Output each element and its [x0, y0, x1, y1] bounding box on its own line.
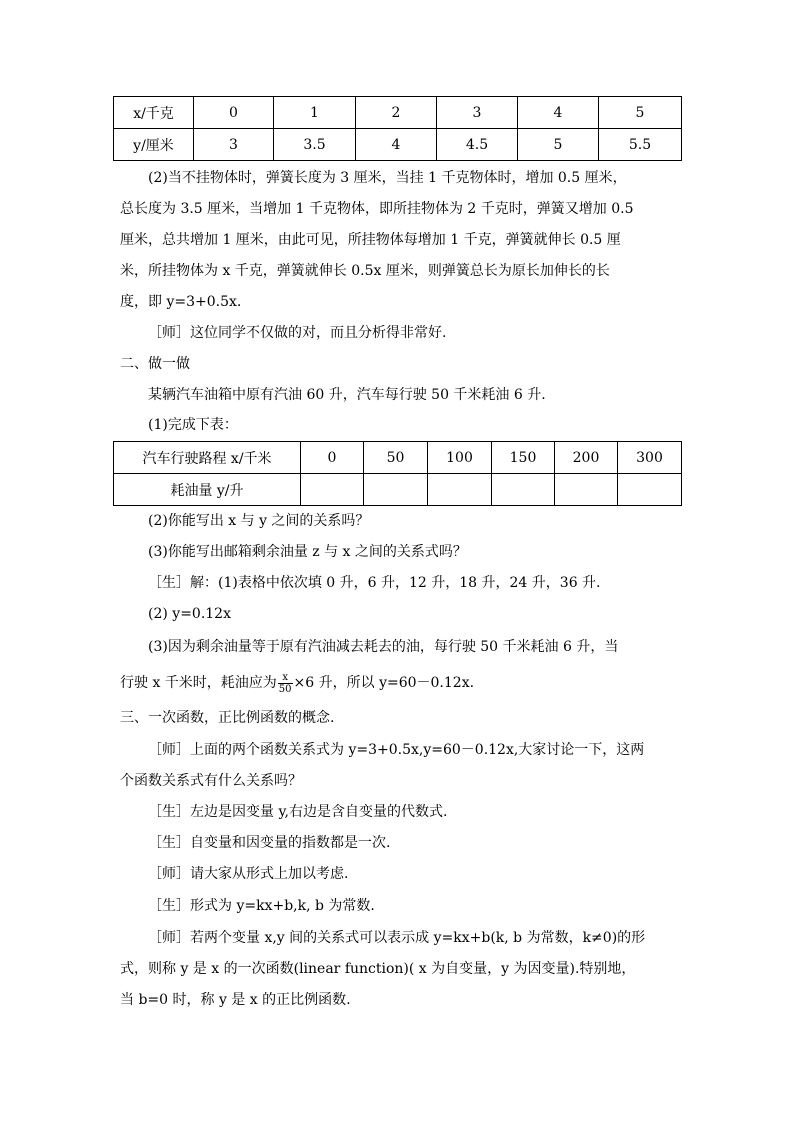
question-2: (2)你能写出 x 与 y 之间的关系吗？ [148, 513, 370, 529]
table-cell: 2 [356, 97, 437, 129]
section-heading: 二、做一做 [120, 356, 190, 372]
spring-length-table [113, 96, 682, 161]
table-cell-empty [364, 474, 428, 506]
teacher-remark: ［师］这位同学不仅做的对，而且分析得非常好. [148, 325, 447, 341]
table-cell: 0 [194, 97, 274, 129]
table-cell: 3 [437, 97, 518, 129]
table-row [114, 442, 682, 474]
table-cell: 汽车行驶路程 x/千米 [114, 442, 301, 474]
paragraph-line: 厘米，总共增加 1 厘米，由此可见，所挂物体每增加 1 千克，弹簧就伸长 0.5 厘 [120, 232, 621, 248]
paragraph-line: 米，所挂物体为 x 千克，弹簧就伸长 0.5x 厘米，则弹簧总长为原长加伸长的长 [120, 263, 610, 279]
answer-text: ×6 升，所以 y=60－0.12x. [293, 675, 475, 691]
table-cell: 4 [518, 97, 599, 129]
table-cell: 50 [364, 442, 428, 474]
student-remark: ［生］自变量和因变量的指数都是一次. [148, 835, 391, 851]
table-cell: 1 [274, 97, 356, 129]
paragraph-line: 个函数关系式有什么关系吗？ [120, 773, 302, 789]
table-cell: 300 [618, 442, 682, 474]
table-cell: 200 [555, 442, 618, 474]
fraction-numerator: x [278, 672, 293, 684]
table-cell: x/千克 [114, 97, 194, 129]
table-row [114, 474, 682, 506]
fraction-denominator: 50 [278, 683, 292, 695]
table-cell-empty [618, 474, 682, 506]
paragraph-line: 总长度为 3.5 厘米，当增加 1 千克物体，即所挂物体为 2 千克时，弹簧又增加 0.5 [120, 201, 634, 217]
table-cell-empty [555, 474, 618, 506]
table-cell: 5 [599, 97, 682, 129]
paragraph-line: 式，则称 y 是 x 的一次函数(linear function)( x 为自变量，y 为因变量).特别地， [120, 961, 636, 977]
section-heading: 三、一次函数，正比例函数的概念. [120, 710, 335, 726]
table-cell: y/厘米 [114, 129, 194, 161]
student-remark: ［生］形式为 y=kx+b,k, b 为常数. [148, 898, 375, 914]
table-cell: 150 [492, 442, 555, 474]
answer-line-with-fraction [120, 666, 690, 700]
table-cell: 耗油量 y/升 [114, 474, 301, 506]
student-remark: ［生］左边是因变量 y,右边是含自变量的代数式. [148, 804, 448, 820]
table-row [114, 129, 682, 161]
teacher-remark: ［师］上面的两个函数关系式为 y=3+0.5x,y=60－0.12x,大家讨论一下，这两 [148, 742, 645, 758]
problem-statement: 某辆汽车油箱中原有汽油 60 升，汽车每行驶 50 千米耗油 6 升. [148, 387, 546, 403]
answer-line: (2) y=0.12x [148, 606, 231, 622]
question-1: (1)完成下表： [148, 417, 238, 433]
paragraph-line: (2)当不挂物体时，弹簧长度为 3 厘米，当挂 1 千克物体时，增加 0.5 厘米， [148, 170, 627, 186]
teacher-remark: ［师］请大家从形式上加以考虑. [148, 866, 349, 882]
table-cell: 4 [356, 129, 437, 161]
table-cell: 5 [518, 129, 599, 161]
table-cell: 4.5 [437, 129, 518, 161]
paragraph-line: 度，即 y=3+0.5x. [120, 294, 242, 310]
answer-line: (3)因为剩余油量等于原有汽油减去耗去的油，每行驶 50 千米耗油 6 升，当 [148, 639, 619, 655]
table-cell: 3.5 [274, 129, 356, 161]
table-cell-empty [301, 474, 364, 506]
fraction [278, 672, 293, 695]
table-cell: 100 [428, 442, 492, 474]
student-answer: ［生］解：(1)表格中依次填 0 升，6 升，12 升，18 升，24 升，36 升. [148, 575, 601, 591]
question-3: (3)你能写出邮箱剩余油量 z 与 x 之间的关系式吗？ [148, 544, 467, 560]
table-cell-empty [492, 474, 555, 506]
answer-text: 行驶 x 千米时，耗油应为 [120, 675, 277, 691]
paragraph-line: 当 b=0 时，称 y 是 x 的正比例函数. [120, 992, 351, 1008]
fuel-consumption-table [113, 441, 682, 506]
table-row [114, 97, 682, 129]
table-cell-empty [428, 474, 492, 506]
table-cell: 0 [301, 442, 364, 474]
teacher-remark: ［师］若两个变量 x,y 间的关系式可以表示成 y=kx+b(k, b 为常数，k≠0)的形 [148, 930, 646, 946]
table-cell: 3 [194, 129, 274, 161]
table-cell: 5.5 [599, 129, 682, 161]
